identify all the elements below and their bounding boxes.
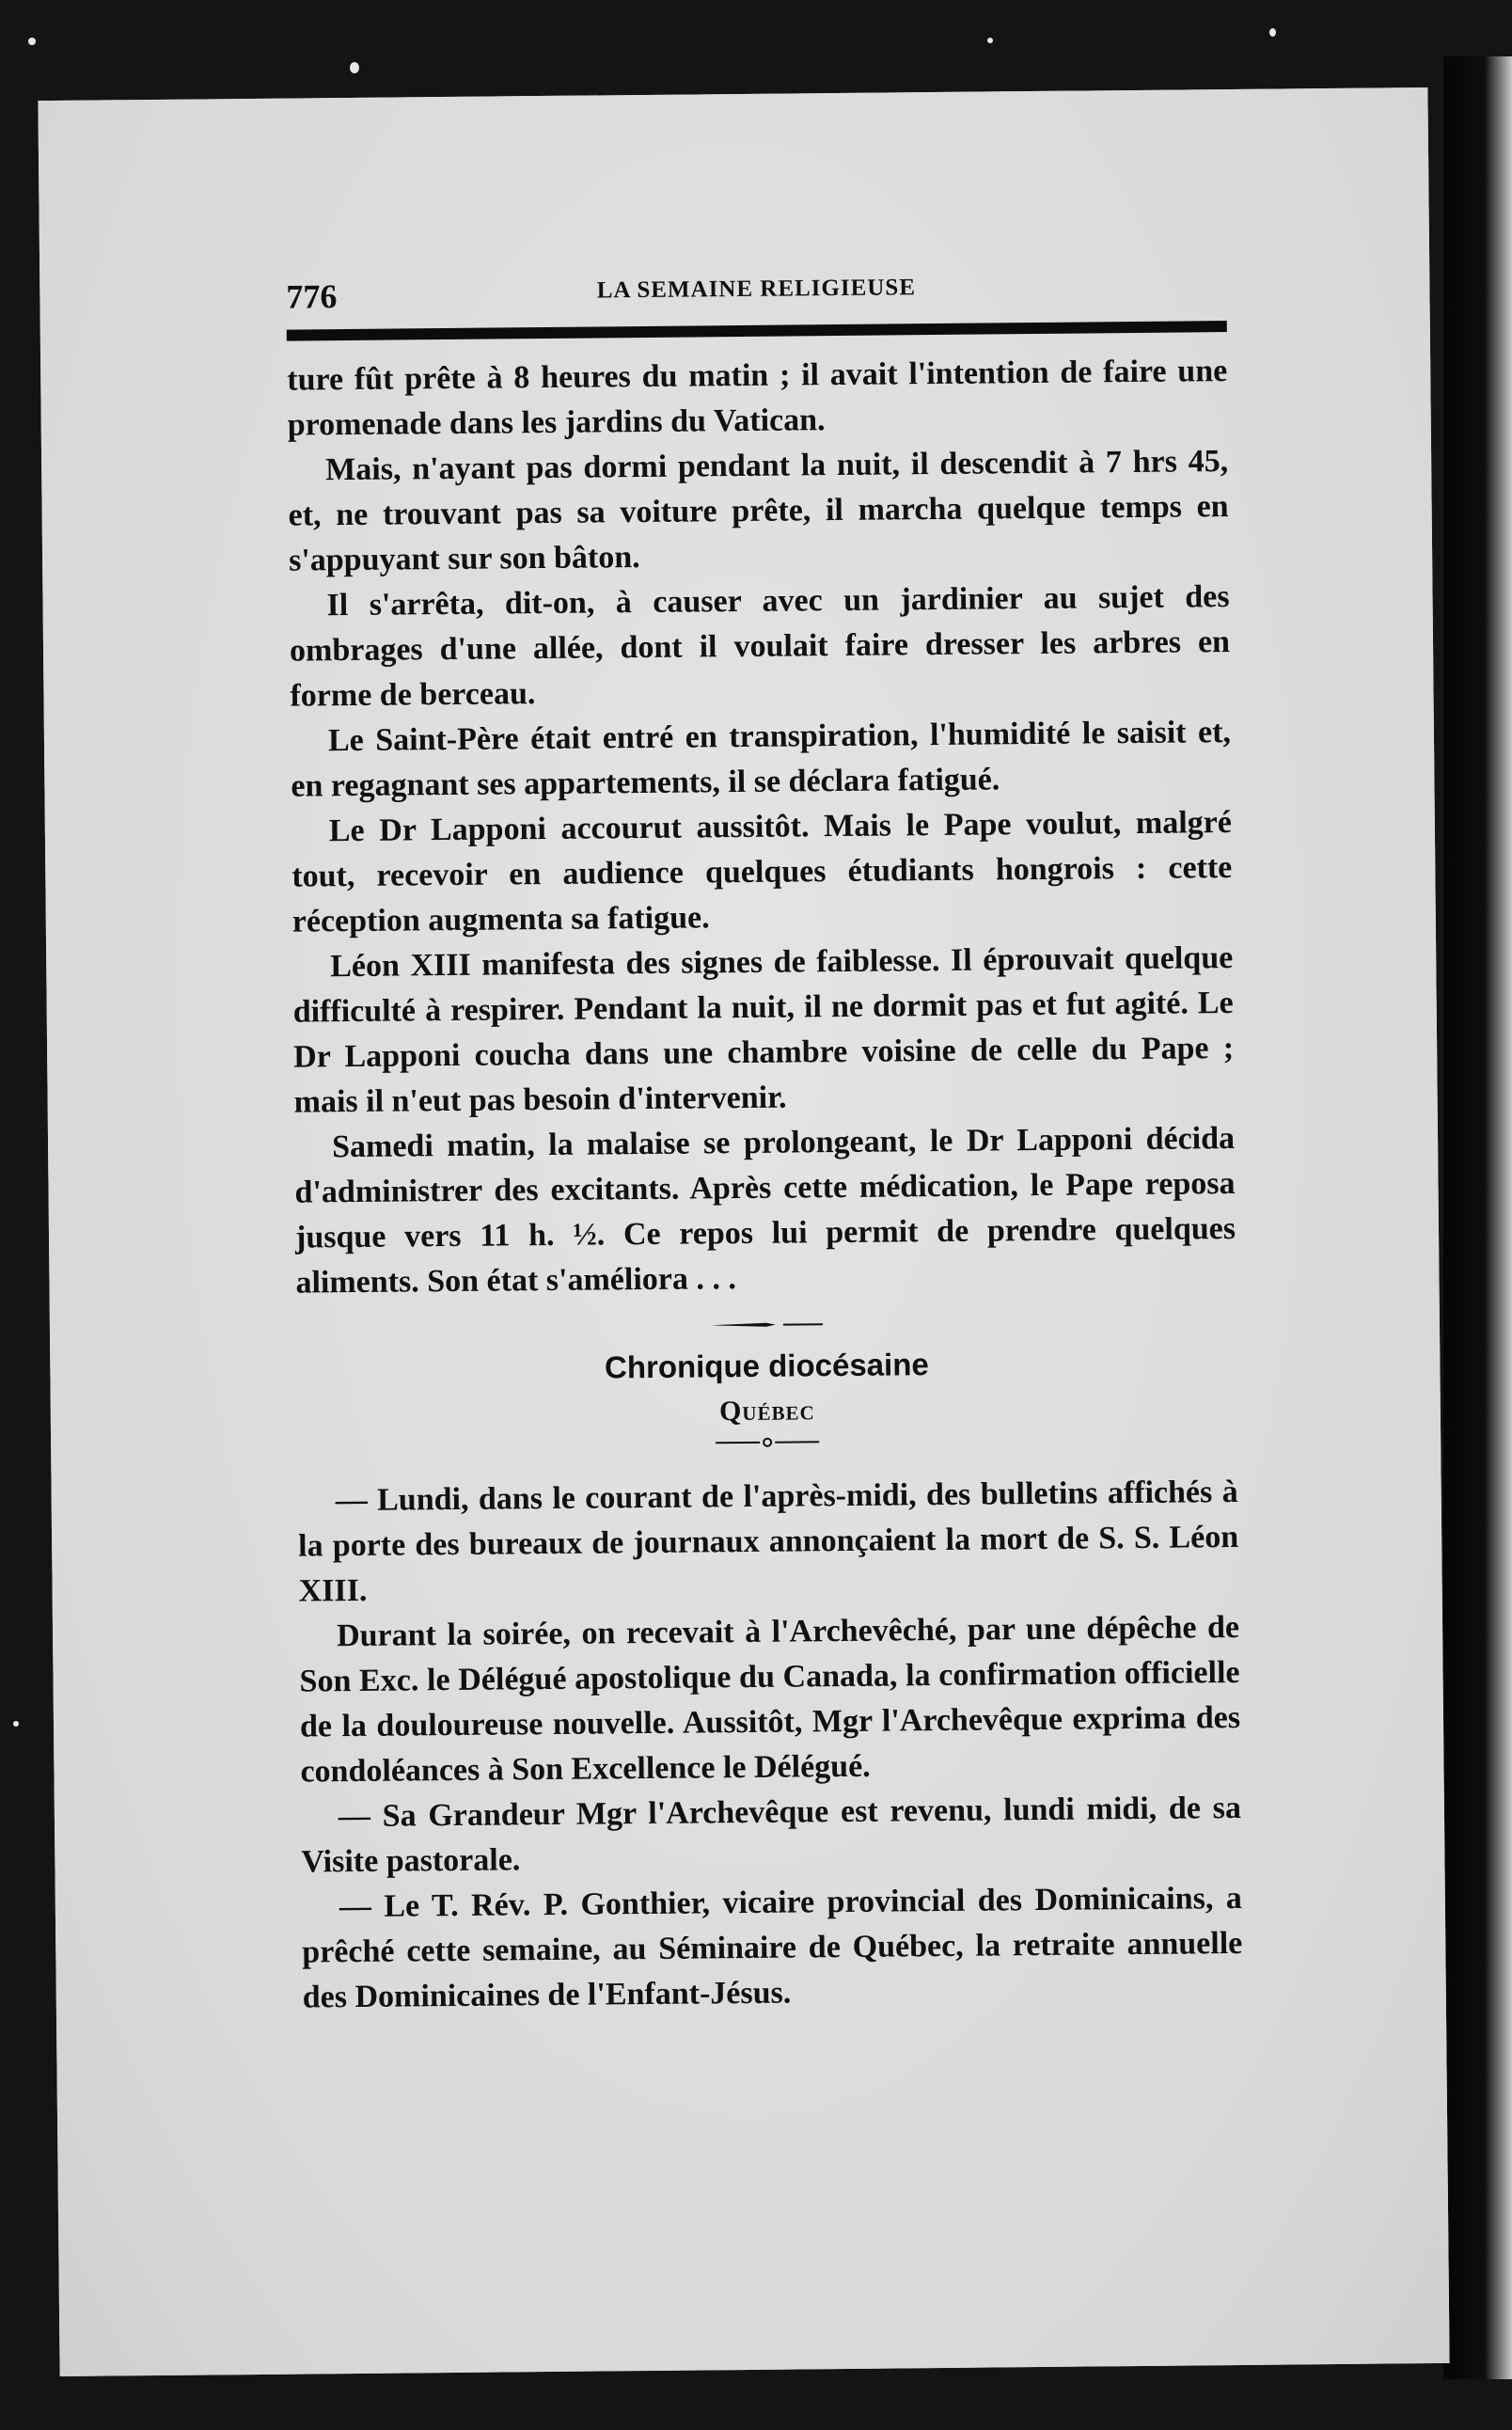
paragraph: — Sa Grandeur Mgr l'Archevêque est revenu, lundi midi, de sa Visite pastorale. [301, 1790, 1242, 1880]
page-header [286, 268, 1226, 326]
paragraph: Le Saint-Père était entré en transpiration, l'humidité le saisit et, en regagnant ses appartements, il se déclara fatigué. [291, 715, 1232, 804]
paragraph: ture fût prête à 8 heures du matin ; il avait l'intention de faire une promenade dans les jardins du Vatican. [287, 354, 1228, 443]
film-speck [28, 38, 36, 45]
section-subtitle: Québec [718, 1395, 815, 1428]
film-speck [350, 62, 359, 73]
film-speck [1269, 28, 1276, 37]
film-speck [987, 38, 993, 43]
paragraph: — Le T. Rév. P. Gonthier, vicaire provincial des Dominicains, a prêché cette semaine, au Séminaire de Québec, la retraite annuelle des Dominicaines de l'Enfant-Jésus. [302, 1880, 1243, 2015]
section-ornament [296, 1314, 1236, 1342]
paragraph: Samedi matin, la malaise se prolongeant, le Dr Lapponi décida d'administrer des excitants. Après cette médication, le Pape reposa jusque vers 11 h. ½. Ce repos lui permit de prendre quelques aliments. Son état s'améliora . . . [294, 1120, 1236, 1301]
paragraph: Durant la soirée, on recevait à l'Archevêché, par une dépêche de Son Exc. le Délégué apostolique du Canada, la confirmation officielle de la douloureuse nouvelle. Aussitôt, Mgr l'Archevêque exprima des condoléances à Son Excellence le Délégué. [299, 1609, 1241, 1790]
page-content [286, 268, 1243, 2021]
film-speck [13, 1721, 19, 1727]
paragraph: Il s'arrêta, dit-on, à causer avec un jardinier au sujet des ombrages d'une allée, dont il voulait faire dresser les arbres en forme de berceau. [289, 579, 1231, 714]
paragraph: — Lundi, dans le courant de l'après-midi, des bulletins affichés à la porte des bureaux de journaux annonçaient la mort de S. S. Léon XIII. [298, 1474, 1239, 1609]
section-title: Chronique diocésaine [604, 1347, 929, 1385]
paragraph: Le Dr Lapponi accourut aussitôt. Mais le Pape voulut, malgré tout, recevoir en audience quelques étudiants hongrois : cette réception augmenta sa fatigue. [291, 805, 1233, 939]
adjacent-page-edge [1443, 56, 1512, 2379]
paragraph: Léon XIII manifesta des signes de faiblesse. Il éprouvait quelque difficulté à respirer. Pendant la nuit, il ne dormit pas et fut agité. Le Dr Lapponi coucha dans une chambre voisine de celle du Pape ; mais il n'eut pas besoin d'intervenir. [292, 939, 1235, 1120]
page-number: 776 [286, 277, 338, 316]
paragraph: Mais, n'ayant pas dormi pendant la nuit, il descendit à 7 hrs 45, et, ne trouvant pas sa voiture prête, il marcha quelque temps en s'appuyant sur son bâton. [288, 444, 1229, 578]
running-head: LA SEMAINE RELIGIEUSE [596, 275, 917, 304]
scanned-page [38, 87, 1449, 2376]
